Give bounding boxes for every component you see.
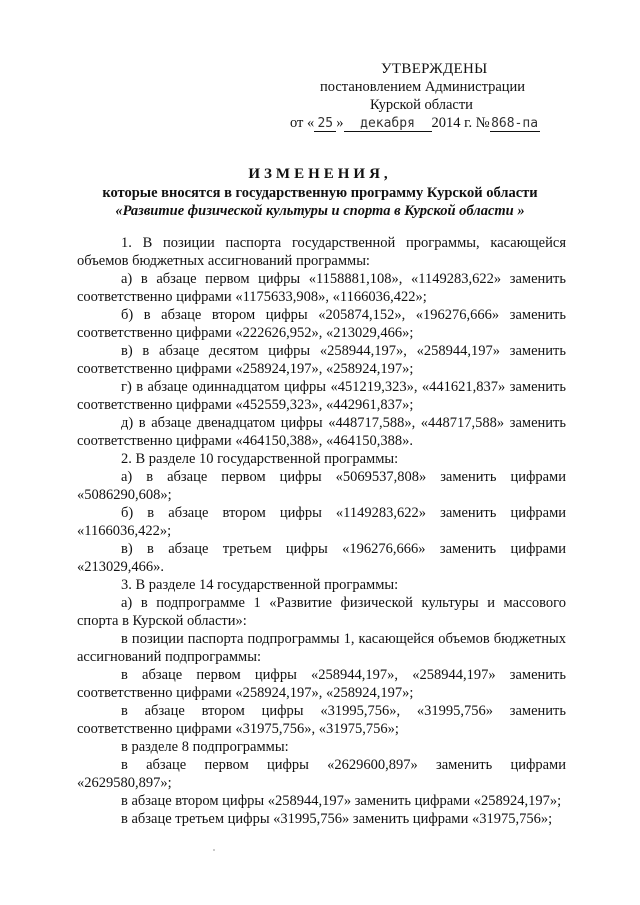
title-subtitle: которые вносятся в государственную программу Курской области bbox=[102, 185, 538, 201]
paragraph: в разделе 8 подпрограммы: bbox=[121, 739, 289, 755]
approval-heading: УТВЕРЖДЕНЫ bbox=[381, 61, 488, 77]
date-prefix: от « bbox=[290, 115, 315, 131]
date-day: 25 bbox=[314, 117, 336, 132]
paragraph: а) в абзаце первом цифры «1158881,108», «1149283,622» заменить соответственно цифрами «1175633,908», «1166036,422»; bbox=[77, 271, 566, 305]
paragraph: а) в подпрограмме 1 «Развитие физической культуры и массового спорта в Курской области»: bbox=[77, 595, 566, 629]
paragraph: д) в абзаце двенадцатом цифры «448717,588», «448717,588» заменить соответственно цифрами «464150,388», «464150,388». bbox=[77, 415, 566, 449]
paragraph: в абзаце втором цифры «31995,756», «31995,756» заменить соответственно цифрами «31975,756», «31975,756»; bbox=[77, 703, 566, 737]
document-title bbox=[0, 164, 640, 220]
paragraph: б) в абзаце втором цифры «1149283,622» заменить цифрами «1166036,422»; bbox=[77, 505, 566, 539]
paragraph: в абзаце первом цифры «2629600,897» заменить цифрами «2629580,897»; bbox=[77, 757, 566, 791]
paragraph: в абзаце втором цифры «258944,197» заменить цифрами «258924,197»; bbox=[121, 793, 562, 809]
paragraph: в позиции паспорта подпрограммы 1, касающейся объемов бюджетных ассигнований подпрограммы: bbox=[77, 631, 566, 665]
paragraph: а) в абзаце первом цифры «5069537,808» заменить цифрами «5086290,608»; bbox=[77, 469, 566, 503]
document-body bbox=[77, 234, 566, 828]
page-mark bbox=[213, 849, 215, 851]
paragraph: 2. В разделе 10 государственной программы: bbox=[121, 451, 399, 467]
approval-resolution: постановлением Администрации bbox=[320, 79, 526, 95]
approval-date-line bbox=[290, 114, 590, 132]
paragraph: в) в абзаце десятом цифры «258944,197», «258944,197» заменить соответственно цифрами «258924,197», «258924,197»; bbox=[77, 343, 566, 377]
title-program-name: «Развитие физической культуры и спорта в Курской области » bbox=[115, 203, 525, 219]
paragraph: 1. В позиции паспорта государственной программы, касающейся объемов бюджетных ассигнований программы: bbox=[77, 235, 566, 269]
approval-region: Курской области bbox=[370, 97, 473, 113]
paragraph: 3. В разделе 14 государственной программы: bbox=[121, 577, 399, 593]
date-mid: » bbox=[336, 115, 344, 131]
paragraph: в абзаце третьем цифры «31995,756» заменить цифрами «31975,756»; bbox=[121, 811, 553, 827]
title-changes: ИЗМЕНЕНИЯ, bbox=[248, 166, 392, 182]
paragraph: в абзаце первом цифры «258944,197», «258944,197» заменить соответственно цифрами «258924,197», «258924,197»; bbox=[77, 667, 566, 701]
resolution-number: 868-па bbox=[491, 116, 539, 131]
paragraph: в) в абзаце третьем цифры «196276,666» заменить цифрами «213029,466». bbox=[77, 541, 566, 575]
paragraph: б) в абзаце втором цифры «205874,152», «196276,666» заменить соответственно цифрами «222626,952», «213029,466»; bbox=[77, 307, 566, 341]
approval-block bbox=[290, 60, 590, 132]
paragraph: г) в абзаце одиннадцатом цифры «451219,323», «441621,837» заменить соответственно цифрами «452559,323», «442961,837»; bbox=[77, 379, 566, 413]
date-year: 2014 г. № bbox=[431, 115, 490, 131]
date-month: декабря bbox=[344, 117, 432, 132]
